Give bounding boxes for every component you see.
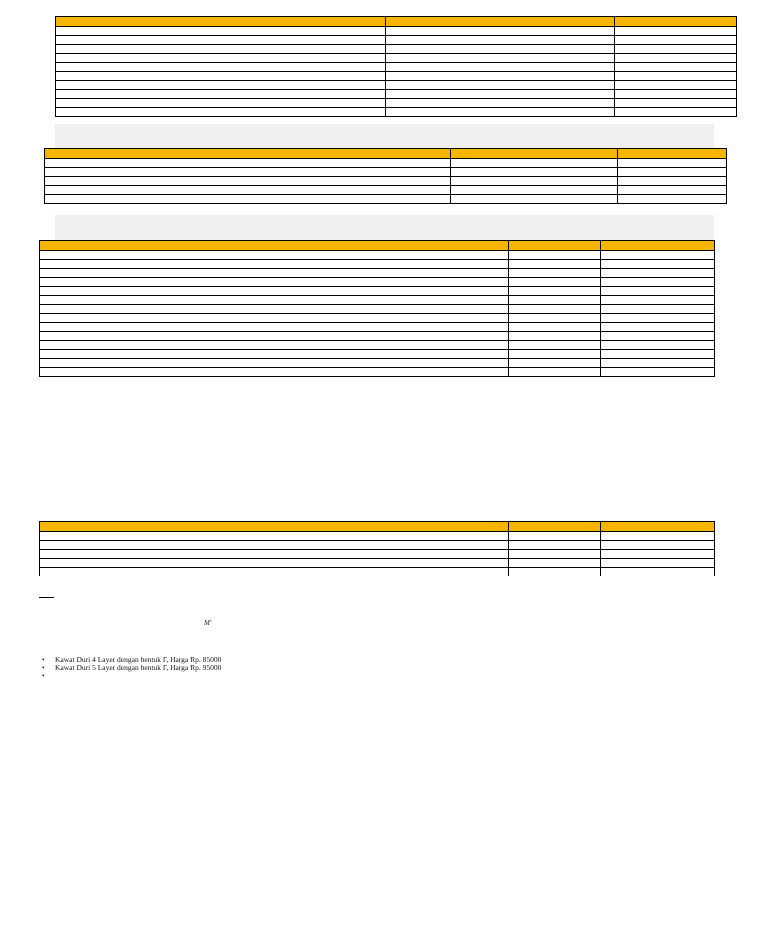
table-row bbox=[56, 63, 737, 72]
table-cell bbox=[40, 368, 509, 377]
table-row bbox=[40, 251, 715, 260]
small-mark-text: M' bbox=[204, 619, 212, 627]
table-cell bbox=[601, 341, 715, 350]
table-header-cell bbox=[56, 17, 386, 27]
table-cell bbox=[40, 559, 509, 568]
table-cell bbox=[509, 260, 601, 269]
table-cell bbox=[615, 72, 737, 81]
list-item bbox=[42, 672, 221, 680]
table-row bbox=[56, 45, 737, 54]
table-cell bbox=[601, 541, 715, 550]
table-cell bbox=[618, 186, 727, 195]
table-cell bbox=[386, 108, 615, 117]
table-cell bbox=[601, 305, 715, 314]
table-cell bbox=[601, 323, 715, 332]
table-cell bbox=[618, 177, 727, 186]
table-header-cell bbox=[509, 241, 601, 251]
table-cell bbox=[45, 177, 451, 186]
table-cell bbox=[40, 314, 509, 323]
table-cell bbox=[509, 314, 601, 323]
table-cell bbox=[386, 27, 615, 36]
price-table-3 bbox=[39, 240, 715, 377]
table-row bbox=[40, 541, 715, 550]
table-cell bbox=[601, 568, 715, 577]
table-row bbox=[40, 359, 715, 368]
table-cell bbox=[40, 251, 509, 260]
notes-list bbox=[42, 656, 221, 680]
table-cell bbox=[615, 108, 737, 117]
table-header-row bbox=[40, 522, 715, 532]
table-cell bbox=[386, 45, 615, 54]
table-header-cell bbox=[615, 17, 737, 27]
table-cell bbox=[40, 278, 509, 287]
table-row bbox=[56, 81, 737, 90]
table-cell bbox=[601, 559, 715, 568]
table-cell bbox=[509, 359, 601, 368]
bullet-icon: • bbox=[42, 655, 45, 664]
table-row bbox=[40, 287, 715, 296]
table-cell bbox=[601, 359, 715, 368]
table-header-row bbox=[56, 17, 737, 27]
table-row bbox=[40, 350, 715, 359]
table-cell bbox=[601, 350, 715, 359]
table-header-cell bbox=[40, 241, 509, 251]
list-item bbox=[42, 664, 221, 672]
table-row bbox=[56, 90, 737, 99]
table-cell bbox=[40, 350, 509, 359]
table-cell bbox=[451, 186, 618, 195]
table-cell bbox=[509, 251, 601, 260]
table-cell bbox=[40, 269, 509, 278]
shaded-band-2 bbox=[55, 215, 714, 240]
table-cell bbox=[509, 332, 601, 341]
table-row bbox=[40, 305, 715, 314]
table-cell bbox=[509, 559, 601, 568]
table-row bbox=[40, 269, 715, 278]
table-header-row bbox=[40, 241, 715, 251]
table-cell bbox=[601, 287, 715, 296]
table-row bbox=[45, 177, 727, 186]
table-row bbox=[40, 296, 715, 305]
table-cell bbox=[451, 195, 618, 204]
table-row bbox=[40, 341, 715, 350]
table-row bbox=[40, 332, 715, 341]
table-row bbox=[56, 108, 737, 117]
table-row bbox=[40, 559, 715, 568]
table-cell bbox=[45, 168, 451, 177]
table-row bbox=[56, 27, 737, 36]
table-cell bbox=[451, 177, 618, 186]
table-cell bbox=[56, 81, 386, 90]
table-cell bbox=[40, 359, 509, 368]
table-cell bbox=[509, 368, 601, 377]
table-cell bbox=[509, 278, 601, 287]
table-header-cell bbox=[386, 17, 615, 27]
table-cell bbox=[615, 99, 737, 108]
table-row bbox=[56, 36, 737, 45]
table-cell bbox=[40, 323, 509, 332]
table-cell bbox=[509, 341, 601, 350]
table-cell bbox=[509, 532, 601, 541]
table-cell bbox=[40, 287, 509, 296]
table-cell bbox=[618, 159, 727, 168]
table-cell bbox=[40, 296, 509, 305]
table-cell bbox=[56, 54, 386, 63]
table-cell bbox=[386, 36, 615, 45]
table-cell bbox=[618, 195, 727, 204]
table-header-cell bbox=[509, 522, 601, 532]
table-row bbox=[45, 186, 727, 195]
table-cell bbox=[56, 36, 386, 45]
table-cell bbox=[601, 296, 715, 305]
table-cell bbox=[509, 350, 601, 359]
table-row bbox=[40, 550, 715, 559]
table-cell bbox=[451, 159, 618, 168]
table-row bbox=[56, 99, 737, 108]
table-cell bbox=[56, 99, 386, 108]
list-item-text: Kawat Duri 4 Layer dengan bentuk Γ, Harga Rp. 85000 bbox=[55, 655, 222, 664]
table-cell bbox=[601, 314, 715, 323]
bullet-icon: • bbox=[42, 671, 45, 680]
table-row bbox=[45, 168, 727, 177]
table-row bbox=[40, 260, 715, 269]
table-cell bbox=[615, 81, 737, 90]
table-cell bbox=[615, 63, 737, 72]
bullet-icon: • bbox=[42, 663, 45, 672]
table-row bbox=[45, 195, 727, 204]
table-row bbox=[40, 568, 715, 577]
table-cell bbox=[615, 36, 737, 45]
table-cell bbox=[56, 63, 386, 72]
table-cell bbox=[601, 269, 715, 278]
table-row bbox=[40, 368, 715, 377]
table-cell bbox=[40, 341, 509, 350]
table-header-cell bbox=[601, 522, 715, 532]
price-table-2 bbox=[44, 148, 727, 204]
table-cell bbox=[615, 27, 737, 36]
table-cell bbox=[601, 368, 715, 377]
table-cell bbox=[601, 260, 715, 269]
table-cell bbox=[386, 72, 615, 81]
table-cell bbox=[386, 99, 615, 108]
table-row bbox=[40, 532, 715, 541]
table-cell bbox=[386, 81, 615, 90]
price-table-1 bbox=[55, 16, 737, 117]
table-header-cell bbox=[601, 241, 715, 251]
list-item-text: Kawat Duri 5 Layer dengan bentuk Γ, Harga Rp. 95000 bbox=[55, 663, 222, 672]
table-row bbox=[56, 72, 737, 81]
table-cell bbox=[40, 541, 509, 550]
table-cell bbox=[509, 323, 601, 332]
table-cell bbox=[509, 550, 601, 559]
table-cell bbox=[56, 90, 386, 99]
table-row bbox=[40, 323, 715, 332]
table-cell bbox=[40, 568, 509, 577]
table-cell bbox=[509, 541, 601, 550]
table-row bbox=[40, 314, 715, 323]
table-row bbox=[45, 159, 727, 168]
table-cell bbox=[40, 332, 509, 341]
table-row bbox=[40, 278, 715, 287]
table-4-stub-line bbox=[39, 597, 54, 598]
table-cell bbox=[601, 278, 715, 287]
table-cell bbox=[615, 54, 737, 63]
table-cell bbox=[601, 532, 715, 541]
table-cell bbox=[40, 532, 509, 541]
table-cell bbox=[40, 550, 509, 559]
table-header-cell bbox=[45, 149, 451, 159]
table-header-cell bbox=[451, 149, 618, 159]
table-cell bbox=[451, 168, 618, 177]
table-cell bbox=[386, 90, 615, 99]
table-cell bbox=[601, 332, 715, 341]
table-cell bbox=[618, 168, 727, 177]
table-header-cell bbox=[40, 522, 509, 532]
table-cell bbox=[40, 260, 509, 269]
table-cell bbox=[56, 27, 386, 36]
table-cell bbox=[601, 251, 715, 260]
table-cell bbox=[45, 186, 451, 195]
table-row bbox=[56, 54, 737, 63]
table-cell bbox=[386, 63, 615, 72]
table-cell bbox=[509, 269, 601, 278]
table-header-cell bbox=[618, 149, 727, 159]
table-cell bbox=[386, 54, 615, 63]
table-cell bbox=[40, 305, 509, 314]
table-cell bbox=[56, 108, 386, 117]
table-cell bbox=[509, 568, 601, 577]
table-cell bbox=[615, 45, 737, 54]
table-cell bbox=[601, 550, 715, 559]
table-cell bbox=[56, 45, 386, 54]
table-cell bbox=[615, 90, 737, 99]
price-table-4 bbox=[39, 521, 715, 576]
table-cell bbox=[509, 305, 601, 314]
table-header-row bbox=[45, 149, 727, 159]
table-cell bbox=[45, 159, 451, 168]
table-cell bbox=[56, 72, 386, 81]
shaded-band-1 bbox=[55, 124, 714, 148]
table-cell bbox=[45, 195, 451, 204]
table-cell bbox=[509, 296, 601, 305]
table-cell bbox=[509, 287, 601, 296]
